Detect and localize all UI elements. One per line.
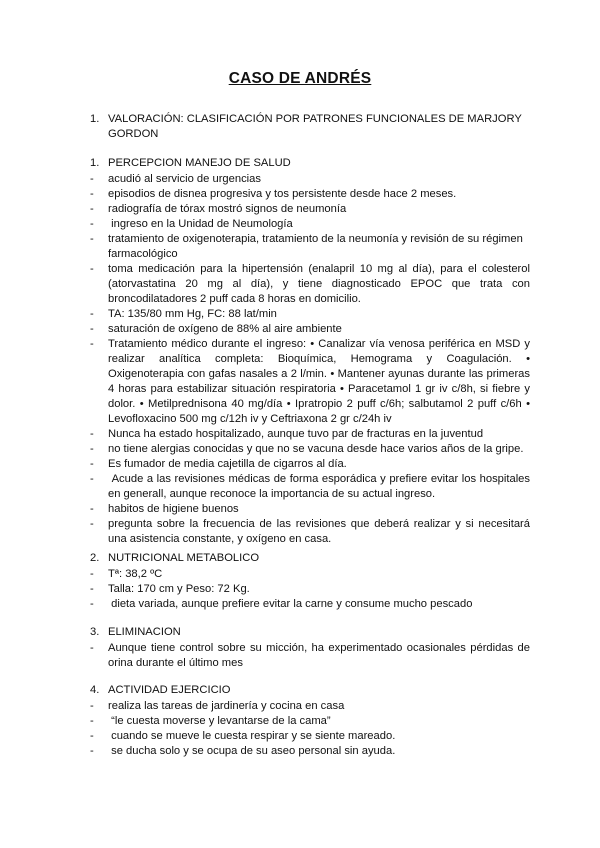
section-number: 1. xyxy=(90,157,100,169)
list-item: - episodios de disnea progresiva y tos persistente desde hace 2 meses. xyxy=(90,188,457,200)
list-item: - tratamiento de oxigenoterapia, tratamiento de la neumonía y revisión de su régimen farmacológico xyxy=(90,233,523,260)
list-item: - Es fumador de media cajetilla de cigarros al día. xyxy=(90,458,347,470)
list-item: - no tiene alergias conocidas y que no se vacuna desde hace varios años de la gripe. xyxy=(90,443,524,455)
list-item: - ingreso en la Unidad de Neumología xyxy=(90,218,293,230)
section-eliminacion xyxy=(90,625,530,671)
section-heading: PERCEPCION MANEJO DE SALUD xyxy=(108,157,291,169)
list-item: - toma medicación para la hipertensión (enalapril 10 mg al día), para el colesterol (atorvastatina 20 mg al día), y tiene diagnosticado EPOC que trata con broncodilatadores 2 puff cada 8 horas en domicilio. xyxy=(90,263,530,305)
list-item: - se ducha solo y se ocupa de su aseo personal sin ayuda. xyxy=(90,745,396,757)
section-number: 3. xyxy=(90,626,100,638)
section-number: 2. xyxy=(90,552,100,564)
list-item: - radiografía de tórax mostró signos de neumonía xyxy=(90,203,347,215)
intro-heading xyxy=(90,112,530,142)
list-item: - acudió al servicio de urgencias xyxy=(90,173,261,185)
section-list xyxy=(90,567,530,612)
intro-number: 1. xyxy=(90,113,100,125)
list-item: - dieta variada, aunque prefiere evitar la carne y consume mucho pescado xyxy=(90,598,473,610)
document-title: CASO DE ANDRÉS xyxy=(228,70,372,87)
list-item: - pregunta sobre la frecuencia de las revisiones que deberá realizar y si necesitará una asistencia constante, y oxígeno en casa. xyxy=(90,518,530,545)
section-heading: NUTRICIONAL METABOLICO xyxy=(108,552,260,564)
intro-text: VALORACIÓN: CLASIFICACIÓN POR PATRONES FUNCIONALES DE MARJORY GORDON xyxy=(108,113,522,140)
list-item: - Nunca ha estado hospitalizado, aunque tuvo par de fracturas en la juventud xyxy=(90,428,484,440)
section-percepcion xyxy=(90,156,534,547)
section-list xyxy=(90,641,530,671)
section-heading: ACTIVIDAD EJERCICIO xyxy=(108,684,231,696)
list-item: - realiza las tareas de jardinería y cocina en casa xyxy=(90,700,345,712)
section-list xyxy=(90,699,530,759)
list-item: - Tratamiento médico durante el ingreso: • Canalizar vía venosa periférica en MSD y realizar analítica completa: Bioquímica, Hemograma y Coagulación. • Oxigenoterapia con gafas nasales a 2 l/min. • Mantener ayunas durante las primeras 4 horas para estabilizar situación respiratoria • Paracetamol 1 gr iv c/8h, si fiebre y dolor. • Metilprednisona 40 mg/día • Ipratropio 2 puff c/6h; salbutamol 2 puff c/6h • Levofloxacino 500 mg c/12h iv y Ceftriaxona 2 gr c/24h iv xyxy=(90,338,530,425)
list-item: - “le cuesta moverse y levantarse de la cama” xyxy=(90,715,331,727)
section-heading: ELIMINACION xyxy=(108,626,181,638)
list-item: - Aunque tiene control sobre su micción, ha experimentado ocasionales pérdidas de orina durante el último mes xyxy=(90,642,530,669)
list-item: - Talla: 170 cm y Peso: 72 Kg. xyxy=(90,583,250,595)
list-item: - Tª: 38,2 ºC xyxy=(90,568,163,580)
list-item: - habitos de higiene buenos xyxy=(90,503,239,515)
list-item: - Acude a las revisiones médicas de forma esporádica y prefiere evitar los hospitales en generall, aunque reconoce la importancia de su actual ingreso. xyxy=(90,473,534,500)
section-number: 4. xyxy=(90,684,100,696)
section-actividad xyxy=(90,683,530,759)
section-list xyxy=(90,172,534,547)
list-item: - cuando se mueve le cuesta respirar y se siente mareado. xyxy=(90,730,396,742)
list-item: - TA: 135/80 mm Hg, FC: 88 lat/min xyxy=(90,308,277,320)
section-nutricional xyxy=(90,551,530,612)
list-item: - saturación de oxígeno de 88% al aire ambiente xyxy=(90,323,342,335)
